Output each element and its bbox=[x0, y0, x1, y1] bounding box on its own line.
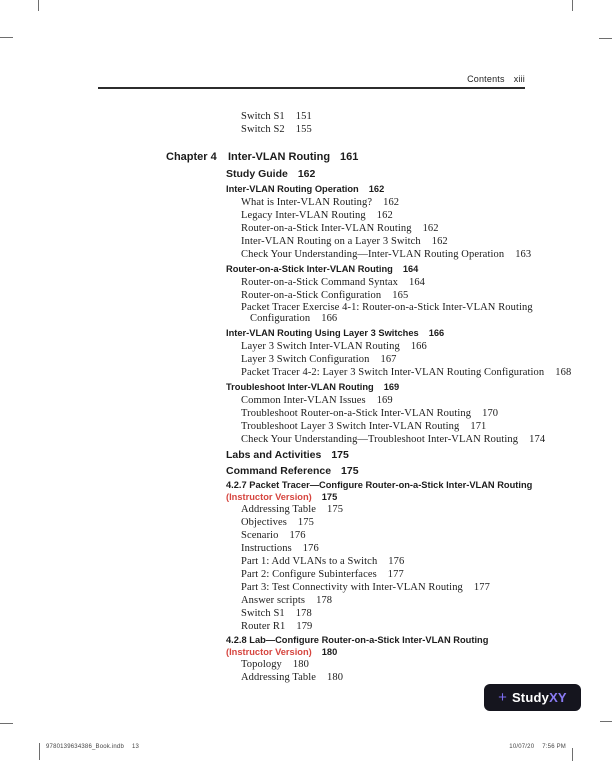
toc-entry bbox=[241, 248, 612, 261]
entry-label: Switch S2 bbox=[241, 124, 285, 135]
crop-mark-bottom-right-vertical bbox=[572, 748, 573, 761]
page-number: 177 bbox=[387, 569, 404, 580]
page-number: 166 bbox=[428, 328, 445, 338]
entry-label: Part 3: Test Connectivity with Inter-VLAN Routing bbox=[241, 582, 463, 593]
entry-label: Switch S1 bbox=[241, 111, 285, 122]
toc-entry bbox=[241, 420, 612, 433]
crop-mark-bottom-left-vertical bbox=[39, 743, 40, 760]
page-number: 174 bbox=[529, 434, 546, 445]
toc-entry bbox=[241, 529, 612, 542]
page-number: 162 bbox=[376, 210, 393, 221]
page-number: 151 bbox=[295, 111, 312, 122]
page-number: 164 bbox=[408, 277, 426, 288]
page-number: 180 bbox=[321, 647, 338, 657]
toc-entry bbox=[241, 568, 612, 581]
slug-sheet-number: 13 bbox=[132, 744, 140, 750]
toc-entry bbox=[241, 407, 612, 420]
entry-label: Troubleshoot Layer 3 Switch Inter-VLAN Routing bbox=[241, 421, 460, 432]
toc-section-heading bbox=[226, 327, 612, 340]
toc-entry bbox=[241, 110, 612, 123]
page-number: 161 bbox=[340, 151, 359, 163]
entry-label: Router R1 bbox=[241, 621, 286, 632]
slug-file: 9780139634386_Book.indb bbox=[46, 744, 125, 750]
toc-entry bbox=[241, 581, 612, 594]
instructor-version-label: (Instructor Version) bbox=[226, 647, 312, 657]
entry-label: Addressing Table bbox=[241, 504, 317, 515]
section-label: Study Guide bbox=[226, 168, 288, 180]
toc-section-heading bbox=[226, 448, 612, 462]
toc-entry bbox=[241, 658, 612, 671]
section-label: Labs and Activities bbox=[226, 449, 322, 461]
entry-label: Troubleshoot Router-on-a-Stick Inter-VLAN Routing bbox=[241, 408, 472, 419]
folio-page-number: xiii bbox=[513, 74, 525, 84]
toc-entry bbox=[241, 594, 612, 607]
toc-entry bbox=[241, 340, 612, 353]
section-label: Troubleshoot Inter-VLAN Routing bbox=[226, 382, 374, 392]
toc-section-heading bbox=[226, 381, 612, 394]
toc-section-heading bbox=[226, 464, 612, 478]
toc-section-heading bbox=[226, 480, 612, 491]
entry-label: Part 1: Add VLANs to a Switch bbox=[241, 556, 378, 567]
entry-label: Packet Tracer Exercise 4-1: Router-on-a-Stick Inter-VLAN Routing bbox=[241, 302, 533, 313]
toc-section-heading bbox=[226, 263, 612, 276]
toc-entry bbox=[241, 209, 612, 222]
page-number: 175 bbox=[327, 504, 344, 515]
entry-label: Layer 3 Switch Inter-VLAN Routing bbox=[241, 341, 400, 352]
page-number: 171 bbox=[470, 421, 487, 432]
entry-label: Router-on-a-Stick Configuration bbox=[241, 290, 382, 301]
page-number: 178 bbox=[295, 608, 312, 619]
chapter-title: Inter-VLAN Routing bbox=[228, 151, 331, 163]
toc-entry bbox=[241, 555, 612, 568]
entry-label: Topology bbox=[241, 659, 282, 670]
entry-label: Check Your Understanding—Inter-VLAN Routing Operation bbox=[241, 249, 505, 260]
entry-label: Router-on-a-Stick Inter-VLAN Routing bbox=[241, 223, 412, 234]
slug-time: 7:56 PM bbox=[542, 744, 566, 750]
page-number: 168 bbox=[555, 367, 572, 378]
page-number: 162 bbox=[422, 223, 439, 234]
page-number: 180 bbox=[292, 659, 309, 670]
page-number: 175 bbox=[341, 465, 359, 477]
logo-text-xy: XY bbox=[549, 690, 567, 705]
entry-label: What is Inter-VLAN Routing? bbox=[241, 197, 373, 208]
page-number: 169 bbox=[383, 382, 400, 392]
toc-entry bbox=[241, 123, 612, 136]
slug-date: 10/07/20 bbox=[509, 744, 535, 750]
toc-chapter-row bbox=[166, 150, 612, 165]
toc-entry bbox=[241, 289, 612, 302]
toc-entry bbox=[241, 671, 612, 684]
toc-entry bbox=[241, 276, 612, 289]
toc-entry bbox=[241, 503, 612, 516]
toc-entry bbox=[241, 394, 612, 407]
slug-filename bbox=[46, 744, 139, 750]
page-number: 166 bbox=[410, 341, 427, 352]
page-number: 162 bbox=[297, 168, 316, 180]
entry-label: Inter-VLAN Routing on a Layer 3 Switch bbox=[241, 236, 421, 247]
entry-label: Instructions bbox=[241, 543, 292, 554]
instructor-version-label: (Instructor Version) bbox=[226, 492, 312, 502]
toc-entry-continuation bbox=[250, 313, 612, 325]
plus-icon: + bbox=[498, 689, 507, 706]
crop-mark-bottom-left-horizontal bbox=[0, 723, 13, 724]
entry-label: Switch S1 bbox=[241, 608, 285, 619]
page-number: 178 bbox=[316, 595, 333, 606]
toc-entry bbox=[241, 235, 612, 248]
page-number: 175 bbox=[331, 449, 349, 461]
page-number: 180 bbox=[327, 672, 344, 683]
page-number: 175 bbox=[321, 492, 338, 502]
page-number: 176 bbox=[388, 556, 405, 567]
crop-mark-top-right-vertical bbox=[572, 0, 573, 11]
page-number: 165 bbox=[392, 290, 409, 301]
page-number: 179 bbox=[296, 621, 313, 632]
running-head bbox=[0, 74, 525, 84]
entry-label: Common Inter-VLAN Issues bbox=[241, 395, 366, 406]
page-number: 170 bbox=[482, 408, 499, 419]
toc-list bbox=[0, 110, 612, 684]
page-number: 167 bbox=[380, 354, 397, 365]
crop-mark-top-left-vertical bbox=[38, 0, 39, 11]
page-number: 176 bbox=[302, 543, 319, 554]
page-number: 162 bbox=[383, 197, 400, 208]
section-label: Router-on-a-Stick Inter-VLAN Routing bbox=[226, 264, 393, 274]
slug-datetime bbox=[509, 744, 566, 750]
entry-label: Scenario bbox=[241, 530, 279, 541]
toc-entry bbox=[241, 607, 612, 620]
entry-label: Packet Tracer 4-2: Layer 3 Switch Inter-VLAN Routing Configuration bbox=[241, 367, 545, 378]
toc-entry bbox=[241, 620, 612, 633]
toc-entry bbox=[241, 366, 612, 379]
toc-section-heading-line2 bbox=[226, 491, 612, 503]
toc-section-heading bbox=[226, 635, 612, 646]
toc-entry bbox=[241, 302, 612, 313]
page-number: 163 bbox=[515, 249, 532, 260]
entry-label: Answer scripts bbox=[241, 595, 306, 606]
page-number: 177 bbox=[473, 582, 490, 593]
toc-entry bbox=[241, 222, 612, 235]
toc-entry bbox=[241, 433, 612, 446]
page-number: 162 bbox=[431, 236, 448, 247]
crop-mark-top-right-horizontal bbox=[599, 38, 612, 39]
entry-label: Check Your Understanding—Troubleshoot Inter-VLAN Routing bbox=[241, 434, 519, 445]
page-number: 169 bbox=[376, 395, 393, 406]
page-number: 155 bbox=[295, 124, 312, 135]
entry-label: Objectives bbox=[241, 517, 287, 528]
page-number: 175 bbox=[297, 517, 314, 528]
entry-label: Legacy Inter-VLAN Routing bbox=[241, 210, 366, 221]
entry-label: Addressing Table bbox=[241, 672, 317, 683]
section-label: Inter-VLAN Routing Operation bbox=[226, 184, 359, 194]
entry-label: Part 2: Configure Subinterfaces bbox=[241, 569, 377, 580]
toc-entry bbox=[241, 542, 612, 555]
entry-label: Router-on-a-Stick Command Syntax bbox=[241, 277, 398, 288]
toc-section-heading bbox=[226, 167, 612, 181]
page-number: 176 bbox=[289, 530, 306, 541]
section-label: 4.2.8 Lab—Configure Router-on-a-Stick Inter-VLAN Routing bbox=[226, 635, 489, 645]
toc-entry bbox=[241, 516, 612, 529]
logo-text-study: Study bbox=[511, 690, 550, 705]
section-label: Command Reference bbox=[226, 465, 332, 477]
header-rule bbox=[98, 87, 525, 89]
toc-entry bbox=[241, 196, 612, 209]
chapter-label: Chapter 4 bbox=[166, 151, 217, 163]
section-label: Inter-VLAN Routing Using Layer 3 Switches bbox=[226, 328, 419, 338]
studyxy-logo bbox=[484, 684, 581, 711]
page-number: 166 bbox=[321, 313, 338, 324]
toc-section-heading bbox=[226, 183, 612, 196]
section-label: 4.2.7 Packet Tracer—Configure Router-on-a-Stick Inter-VLAN Routing bbox=[226, 480, 533, 490]
page-number: 162 bbox=[368, 184, 385, 194]
running-head-title: Contents bbox=[467, 74, 505, 84]
crop-mark-bottom-right-horizontal bbox=[600, 721, 612, 722]
page-number: 164 bbox=[402, 264, 419, 274]
entry-label: Layer 3 Switch Configuration bbox=[241, 354, 370, 365]
entry-label: Configuration bbox=[250, 313, 311, 324]
crop-mark-top-left-horizontal bbox=[0, 37, 13, 38]
toc-section-heading-line2 bbox=[226, 646, 612, 658]
toc-entry bbox=[241, 353, 612, 366]
